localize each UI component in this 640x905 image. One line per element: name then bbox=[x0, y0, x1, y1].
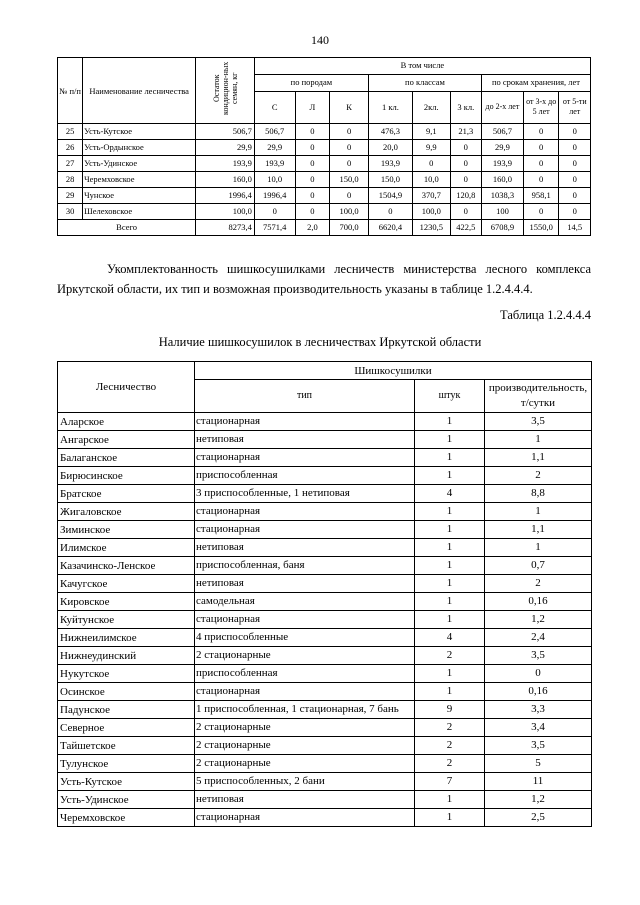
row-name: Усть-Ордынское bbox=[83, 140, 196, 156]
row-value: 0 bbox=[559, 204, 591, 220]
row-value: 100,0 bbox=[196, 204, 255, 220]
dryer-count: 1 bbox=[415, 665, 485, 683]
total-value: 2,0 bbox=[295, 220, 330, 236]
forestry-name: Усть-Кутское bbox=[58, 773, 195, 791]
header-incl: В том числе bbox=[254, 58, 590, 75]
total-value: 7571,4 bbox=[254, 220, 295, 236]
forestry-name: Илимское bbox=[58, 539, 195, 557]
subheader-cell: 1 кл. bbox=[368, 91, 412, 124]
dryer-capacity: 2 bbox=[485, 575, 592, 593]
dryer-type: стационарная bbox=[195, 809, 415, 827]
row-num: 29 bbox=[58, 188, 83, 204]
table-row bbox=[58, 791, 592, 809]
dryer-count: 7 bbox=[415, 773, 485, 791]
row-value: 958,1 bbox=[523, 188, 559, 204]
dryer-type: нетиповая bbox=[195, 431, 415, 449]
forestry-name: Куйтунское bbox=[58, 611, 195, 629]
header-forestry: Лесничество bbox=[58, 362, 195, 413]
forestry-name: Зиминское bbox=[58, 521, 195, 539]
dryer-capacity: 3,5 bbox=[485, 413, 592, 431]
dryer-count: 1 bbox=[415, 593, 485, 611]
dryer-capacity: 3,3 bbox=[485, 701, 592, 719]
row-value: 1996,4 bbox=[196, 188, 255, 204]
dryer-count: 1 bbox=[415, 467, 485, 485]
total-value: 422,5 bbox=[450, 220, 481, 236]
table-row bbox=[58, 503, 592, 521]
dryer-capacity: 1,1 bbox=[485, 449, 592, 467]
dryer-type: нетиповая bbox=[195, 575, 415, 593]
forestry-name: Тайшетское bbox=[58, 737, 195, 755]
table-row bbox=[58, 156, 591, 172]
subheader-cell: от 5-ти лет bbox=[559, 91, 591, 124]
header-dryers: Шишкосушилки bbox=[195, 362, 592, 380]
dryer-type: 4 приспособленные bbox=[195, 629, 415, 647]
dryer-count: 1 bbox=[415, 791, 485, 809]
row-value: 150,0 bbox=[368, 172, 412, 188]
dryer-count: 1 bbox=[415, 809, 485, 827]
row-value: 120,8 bbox=[450, 188, 481, 204]
dryer-type: 3 приспособленные, 1 нетиповая bbox=[195, 485, 415, 503]
dryer-count: 1 bbox=[415, 449, 485, 467]
dryer-count: 2 bbox=[415, 755, 485, 773]
table-row bbox=[58, 683, 592, 701]
subheader-cell: Л bbox=[295, 91, 330, 124]
dryer-capacity: 11 bbox=[485, 773, 592, 791]
dryer-type: нетиповая bbox=[195, 791, 415, 809]
dryer-count: 1 bbox=[415, 611, 485, 629]
table-row bbox=[58, 140, 591, 156]
row-value: 506,7 bbox=[482, 124, 524, 140]
total-row bbox=[58, 220, 591, 236]
table-row bbox=[58, 413, 592, 431]
forestry-name: Осинское bbox=[58, 683, 195, 701]
forestry-name: Бирюсинское bbox=[58, 467, 195, 485]
row-value: 0 bbox=[450, 204, 481, 220]
row-name: Усть-Удинское bbox=[83, 156, 196, 172]
total-value: 8273,4 bbox=[196, 220, 255, 236]
total-value: 6708,9 bbox=[482, 220, 524, 236]
row-value: 0 bbox=[523, 172, 559, 188]
row-value: 150,0 bbox=[330, 172, 369, 188]
forestry-name: Аларское bbox=[58, 413, 195, 431]
forestry-name: Братское bbox=[58, 485, 195, 503]
table-row bbox=[58, 593, 592, 611]
dryer-type: стационарная bbox=[195, 503, 415, 521]
table-row bbox=[58, 188, 591, 204]
row-value: 476,3 bbox=[368, 124, 412, 140]
table-row bbox=[58, 539, 592, 557]
header-by-species: по породам bbox=[254, 74, 368, 91]
row-value: 20,0 bbox=[368, 140, 412, 156]
table-row bbox=[58, 755, 592, 773]
row-value: 0 bbox=[295, 172, 330, 188]
dryer-type: 2 стационарные bbox=[195, 719, 415, 737]
row-value: 1504,9 bbox=[368, 188, 412, 204]
row-value: 193,9 bbox=[368, 156, 412, 172]
subheader-cell: до 2-х лет bbox=[482, 91, 524, 124]
table-row bbox=[58, 647, 592, 665]
dryer-capacity: 3,4 bbox=[485, 719, 592, 737]
dryer-capacity: 0,7 bbox=[485, 557, 592, 575]
row-value: 0 bbox=[523, 124, 559, 140]
table-row bbox=[58, 124, 591, 140]
dryer-capacity: 2 bbox=[485, 467, 592, 485]
dryer-type: приспособленная bbox=[195, 467, 415, 485]
dryer-capacity: 1 bbox=[485, 431, 592, 449]
subheader-cell: 2кл. bbox=[412, 91, 450, 124]
total-value: 14,5 bbox=[559, 220, 591, 236]
table-row bbox=[58, 665, 592, 683]
row-value: 1996,4 bbox=[254, 188, 295, 204]
seed-stock-table bbox=[57, 57, 591, 236]
row-value: 29,9 bbox=[254, 140, 295, 156]
header-stock bbox=[196, 58, 255, 124]
row-value: 10,0 bbox=[412, 172, 450, 188]
dryer-count: 2 bbox=[415, 737, 485, 755]
dryer-count: 1 bbox=[415, 413, 485, 431]
forestry-name: Балаганское bbox=[58, 449, 195, 467]
dryer-type: стационарная bbox=[195, 449, 415, 467]
row-value: 1038,3 bbox=[482, 188, 524, 204]
dryer-capacity: 1,2 bbox=[485, 611, 592, 629]
row-value: 29,9 bbox=[196, 140, 255, 156]
dryer-count: 1 bbox=[415, 503, 485, 521]
row-value: 0 bbox=[523, 140, 559, 156]
dryer-count: 1 bbox=[415, 521, 485, 539]
cone-dryers-table bbox=[57, 361, 592, 827]
forestry-name: Нижнеудинский bbox=[58, 647, 195, 665]
header-capacity: производительность, т/сутки bbox=[485, 380, 592, 413]
row-name: Шелеховское bbox=[83, 204, 196, 220]
table-row bbox=[58, 467, 592, 485]
dryer-type: приспособленная bbox=[195, 665, 415, 683]
dryer-type: стационарная bbox=[195, 413, 415, 431]
dryer-type: самодельная bbox=[195, 593, 415, 611]
table-row bbox=[58, 701, 592, 719]
row-num: 30 bbox=[58, 204, 83, 220]
dryer-capacity: 0,16 bbox=[485, 683, 592, 701]
table-row bbox=[58, 629, 592, 647]
row-value: 160,0 bbox=[196, 172, 255, 188]
subheader-cell: К bbox=[330, 91, 369, 124]
row-value: 0 bbox=[412, 156, 450, 172]
row-value: 0 bbox=[523, 204, 559, 220]
row-value: 0 bbox=[330, 124, 369, 140]
dryer-capacity: 1,2 bbox=[485, 791, 592, 809]
dryer-count: 1 bbox=[415, 431, 485, 449]
row-value: 100 bbox=[482, 204, 524, 220]
row-value: 193,9 bbox=[196, 156, 255, 172]
dryer-count: 4 bbox=[415, 485, 485, 503]
forestry-name: Падунское bbox=[58, 701, 195, 719]
table-row bbox=[58, 737, 592, 755]
row-value: 29,9 bbox=[482, 140, 524, 156]
row-num: 27 bbox=[58, 156, 83, 172]
table-row bbox=[58, 575, 592, 593]
table-number: Таблица 1.2.4.4.4 bbox=[500, 308, 591, 322]
header-num: № п/п bbox=[58, 58, 83, 124]
row-value: 0 bbox=[295, 188, 330, 204]
table-row bbox=[58, 431, 592, 449]
forestry-name: Нукутское bbox=[58, 665, 195, 683]
forestry-name: Тулунское bbox=[58, 755, 195, 773]
row-value: 0 bbox=[330, 188, 369, 204]
dryer-capacity: 0,16 bbox=[485, 593, 592, 611]
total-value: 1550,0 bbox=[523, 220, 559, 236]
dryer-count: 4 bbox=[415, 629, 485, 647]
dryer-capacity: 1 bbox=[485, 539, 592, 557]
dryer-capacity: 1 bbox=[485, 503, 592, 521]
row-num: 25 bbox=[58, 124, 83, 140]
table-row bbox=[58, 557, 592, 575]
header-type: тип bbox=[195, 380, 415, 413]
dryer-type: 5 приспособленных, 2 бани bbox=[195, 773, 415, 791]
table-row bbox=[58, 485, 592, 503]
dryer-count: 1 bbox=[415, 575, 485, 593]
row-value: 370,7 bbox=[412, 188, 450, 204]
page-number: 140 bbox=[311, 33, 329, 47]
header-stock-text: Остаток кондицион-ных семян, кг bbox=[211, 61, 239, 115]
row-value: 0 bbox=[295, 140, 330, 156]
total-value: 700,0 bbox=[330, 220, 369, 236]
dryer-type: 2 стационарные bbox=[195, 737, 415, 755]
row-value: 0 bbox=[559, 172, 591, 188]
forestry-name: Нижнеилимское bbox=[58, 629, 195, 647]
table-row bbox=[58, 719, 592, 737]
row-value: 100,0 bbox=[330, 204, 369, 220]
row-num: 26 bbox=[58, 140, 83, 156]
row-value: 0 bbox=[330, 156, 369, 172]
row-value: 0 bbox=[450, 156, 481, 172]
row-value: 506,7 bbox=[254, 124, 295, 140]
forestry-name: Казачинско-Ленское bbox=[58, 557, 195, 575]
table-title: Наличие шишкосушилок в лесничествах Иркутской области bbox=[158, 335, 482, 349]
dryer-capacity: 0 bbox=[485, 665, 592, 683]
row-value: 0 bbox=[368, 204, 412, 220]
header-name: Наименование лесничества bbox=[83, 58, 196, 124]
forestry-name: Качугское bbox=[58, 575, 195, 593]
table-row bbox=[58, 809, 592, 827]
row-value: 160,0 bbox=[482, 172, 524, 188]
row-value: 0 bbox=[330, 140, 369, 156]
dryer-type: 2 стационарные bbox=[195, 647, 415, 665]
row-value: 21,3 bbox=[450, 124, 481, 140]
row-value: 0 bbox=[295, 156, 330, 172]
row-value: 0 bbox=[559, 124, 591, 140]
table-row bbox=[58, 449, 592, 467]
forestry-name: Ангарское bbox=[58, 431, 195, 449]
row-value: 0 bbox=[295, 124, 330, 140]
row-value: 193,9 bbox=[254, 156, 295, 172]
forestry-name: Кировское bbox=[58, 593, 195, 611]
row-value: 0 bbox=[523, 156, 559, 172]
total-value: 1230,5 bbox=[412, 220, 450, 236]
row-num: 28 bbox=[58, 172, 83, 188]
dryer-capacity: 3,5 bbox=[485, 737, 592, 755]
dryer-capacity: 1,1 bbox=[485, 521, 592, 539]
row-value: 9,1 bbox=[412, 124, 450, 140]
row-value: 0 bbox=[254, 204, 295, 220]
row-value: 100,0 bbox=[412, 204, 450, 220]
dryer-type: стационарная bbox=[195, 683, 415, 701]
table-row bbox=[58, 611, 592, 629]
row-value: 506,7 bbox=[196, 124, 255, 140]
table-row bbox=[58, 204, 591, 220]
header-count: штук bbox=[415, 380, 485, 413]
row-value: 0 bbox=[559, 156, 591, 172]
dryer-type: стационарная bbox=[195, 521, 415, 539]
dryer-capacity: 2,4 bbox=[485, 629, 592, 647]
row-value: 0 bbox=[450, 172, 481, 188]
dryer-type: стационарная bbox=[195, 611, 415, 629]
subheader-cell: 3 кл. bbox=[450, 91, 481, 124]
row-name: Усть-Кутское bbox=[83, 124, 196, 140]
row-value: 10,0 bbox=[254, 172, 295, 188]
dryer-type: приспособленная, баня bbox=[195, 557, 415, 575]
dryer-capacity: 2,5 bbox=[485, 809, 592, 827]
row-value: 0 bbox=[559, 140, 591, 156]
dryer-capacity: 8,8 bbox=[485, 485, 592, 503]
row-value: 0 bbox=[295, 204, 330, 220]
dryer-capacity: 5 bbox=[485, 755, 592, 773]
row-value: 0 bbox=[450, 140, 481, 156]
table-row bbox=[58, 773, 592, 791]
table-row bbox=[58, 521, 592, 539]
dryer-capacity: 3,5 bbox=[485, 647, 592, 665]
dryer-count: 2 bbox=[415, 647, 485, 665]
row-value: 0 bbox=[559, 188, 591, 204]
table-row bbox=[58, 172, 591, 188]
forestry-name: Северное bbox=[58, 719, 195, 737]
header-by-class: по классам bbox=[368, 74, 481, 91]
forestry-name: Черемховское bbox=[58, 809, 195, 827]
dryer-count: 2 bbox=[415, 719, 485, 737]
dryer-count: 9 bbox=[415, 701, 485, 719]
dryer-count: 1 bbox=[415, 683, 485, 701]
dryer-count: 1 bbox=[415, 539, 485, 557]
row-value: 193,9 bbox=[482, 156, 524, 172]
intro-paragraph: Укомплектованность шишкосушилками лесничеств министерства лесного комплекса Иркутской области, их тип и возможная производительность указаны в таблице 1.2.4.4.4. bbox=[57, 262, 591, 296]
subheader-cell: от 3-х до 5 лет bbox=[523, 91, 559, 124]
dryer-type: 2 стационарные bbox=[195, 755, 415, 773]
dryer-type: 1 приспособленная, 1 стационарная, 7 бань bbox=[195, 701, 415, 719]
header-by-storage: по срокам хранения, лет bbox=[482, 74, 591, 91]
dryer-type: нетиповая bbox=[195, 539, 415, 557]
dryer-count: 1 bbox=[415, 557, 485, 575]
row-value: 9,9 bbox=[412, 140, 450, 156]
row-name: Чунское bbox=[83, 188, 196, 204]
total-value: 6620,4 bbox=[368, 220, 412, 236]
forestry-name: Усть-Удинское bbox=[58, 791, 195, 809]
total-label: Всего bbox=[58, 220, 196, 236]
forestry-name: Жигаловское bbox=[58, 503, 195, 521]
row-name: Черемховское bbox=[83, 172, 196, 188]
subheader-cell: С bbox=[254, 91, 295, 124]
